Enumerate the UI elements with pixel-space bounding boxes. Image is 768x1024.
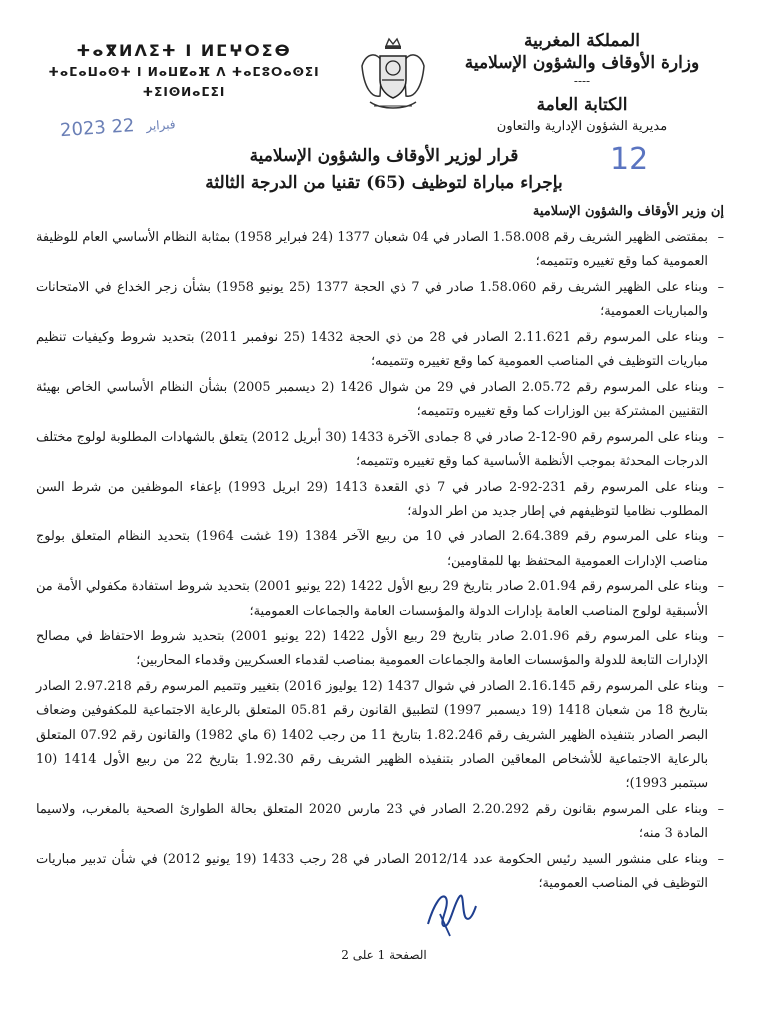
- header-arabic-block: [462, 30, 702, 136]
- royal-coat-of-arms-icon: [358, 36, 428, 116]
- list-item: – وبناء على المرسوم رقم 2.11.621 الصادر في 28 من ذي الحجة 1432 (25 نوفمبر 2011) بتحديد شروط وكيفيات تنظيم مباريات التوظيف في المناصب العمومية كما وقع تغييره وتتميمه؛: [36, 326, 724, 374]
- stamp-year: 2023: [59, 117, 107, 142]
- list-item: – وبناء على المرسوم بقانون رقم 2.20.292 الصادر في 23 مارس 2020 المتعلق بحالة الطوارئ الصحية بالمغرب، ولاسيما المادة 3 منه؛: [36, 798, 724, 846]
- kingdom-name: المملكة المغربية: [524, 31, 640, 51]
- ministry-name-tifinagh: ⵜⴰⵎⴰⵡⴰⵙⵜ ⵏ ⵍⴰⵡⵇⴰⴼ ⴷ ⵜⴰⵎⵓⵔⴰⵙⵉⵏ ⵜⵉⵏⵙⵍⴰⵎⵉⵏ: [48, 65, 320, 99]
- list-item: – وبناء على الظهير الشريف رقم 1.58.060 صادر في 7 ذي الحجة 1377 (25 يونيو 1958) بشأن زجر الخداع في الامتحانات والمباريات العمومية؛: [36, 276, 724, 324]
- list-item: – وبناء على منشور السيد رئيس الحكومة عدد 2012/14 الصادر في 28 رجب 1433 (19 يونيو 2012) في شأن تدبير مباريات التوظيف في المناصب العمومية؛: [36, 848, 724, 896]
- intro-line: إن وزير الأوقاف والشؤون الإسلامية: [532, 204, 724, 219]
- list-item: – وبناء على المرسوم رقم 2.64.389 الصادر في 10 من ربيع الآخر 1384 (19 غشت 1964) بتحديد النظام المتعلق بولوج مناصب الإدارات العمومية المحتفظ بها للمقاومين؛: [36, 525, 724, 573]
- header-tifinagh-block: [14, 40, 354, 102]
- decision-title: قرار لوزير الأوقاف والشؤون الإسلامية: [249, 146, 519, 166]
- list-item: – وبناء على المرسوم رقم 231-92-2 صادر في 7 ذي القعدة 1413 (29 ابريل 1993) بإعفاء الموظفين من شرط السن المطلوب نظاميا لتوظيفهم في إطار جديد من اطر الدولة؛: [36, 476, 724, 524]
- list-item: – وبناء على المرسوم رقم 2.16.145 الصادر في شوال 1437 (12 يوليوز 2016) بتغيير وتتميم المرسوم رقم 2.97.218 الصادر بتاريخ 18 من شعبان 1418 (19 ديسمبر 1997) لتطبيق القانون رقم 05.81 المتعلق بالرعاية الاجتماعية للمكفوفين وضعاف البصر الصادر بتنفيذه الظهير الشريف رقم 1.82.246 بتاريخ 11 من رجب 1402 (6 ماي 1982) والقانون رقم 07.92 المتعلق بالرعاية الاجتماعية للأشخاص المعاقين الصادر بتنفيذه الظهير الشريف رقم 1.92.30 بتاريخ 22 من ربيع الأول 1414 (10 سبتمبر 1993)؛: [36, 675, 724, 796]
- kingdom-name-tifinagh: ⵜⴰⴳⵍⴷⵉⵜ ⵏ ⵍⵎⵖⵔⵉⴱ: [76, 41, 292, 60]
- directorate-name: مديرية الشؤون الإدارية والتعاون: [496, 119, 668, 134]
- legal-references-list: [36, 226, 724, 897]
- decision-subtitle: بإجراء مباراة لتوظيف (65) تقنيا من الدرجة الثالثة: [205, 173, 563, 193]
- header-separator: ----: [573, 74, 591, 88]
- list-item: – وبناء على المرسوم رقم 90-12-2 صادر في 8 جمادى الآخرة 1433 (30 أبريل 2012) يتعلق بالشهادات المطلوبة لولوج مختلف الدرجات المحدثة بموجب الأنظمة الأساسية كما وقع تغييره وتتميمه؛: [36, 426, 724, 474]
- stamp-day: 22: [110, 115, 136, 138]
- list-item: – وبناء على المرسوم رقم 2.01.94 صادر بتاريخ 29 ربيع الأول 1422 (22 يونيو 2001) بتحديد شروط استفادة مكفولي الأمة من الأسبقية لولوج المناصب العامة بإدارات الدولة والمؤسسات العامة والجماعات العمومية؛: [36, 575, 724, 623]
- list-item: – بمقتضى الظهير الشريف رقم 1.58.008 الصادر في 04 شعبان 1377 (24 فبراير 1958) بمثابة النظام الأساسي العام للوظيفة العمومية كما وقع تغييره وتتميمه؛: [36, 226, 724, 274]
- stamp-month: فبراير: [145, 117, 176, 134]
- page-number: الصفحة 1 على 2: [341, 948, 427, 962]
- handwritten-signature-icon: [420, 884, 480, 940]
- ministry-name: وزارة الأوقاف والشؤون الإسلامية: [464, 53, 700, 73]
- list-item: – وبناء على المرسوم رقم 2.05.72 الصادر في 29 من شوال 1426 (2 ديسمبر 2005) بشأن النظام الأساسي الخاص بهيئة التقنيين المشتركة بين الوزارات كما وقع تغييره وتتميمه؛: [36, 376, 724, 424]
- secretariat-name: الكتابة العامة: [536, 95, 628, 115]
- date-stamp: [59, 112, 182, 141]
- registration-number-stamp: 12: [610, 142, 649, 177]
- list-item: – وبناء على المرسوم رقم 2.01.96 صادر بتاريخ 29 ربيع الأول 1422 (22 يونيو 2001) بتحديد شروط الاحتفاظ في مصالح الإدارات التابعة للدولة والمؤسسات العامة والجماعات العمومية بمناصب لقدماء العسكريين وقدماء المحاربين؛: [36, 625, 724, 673]
